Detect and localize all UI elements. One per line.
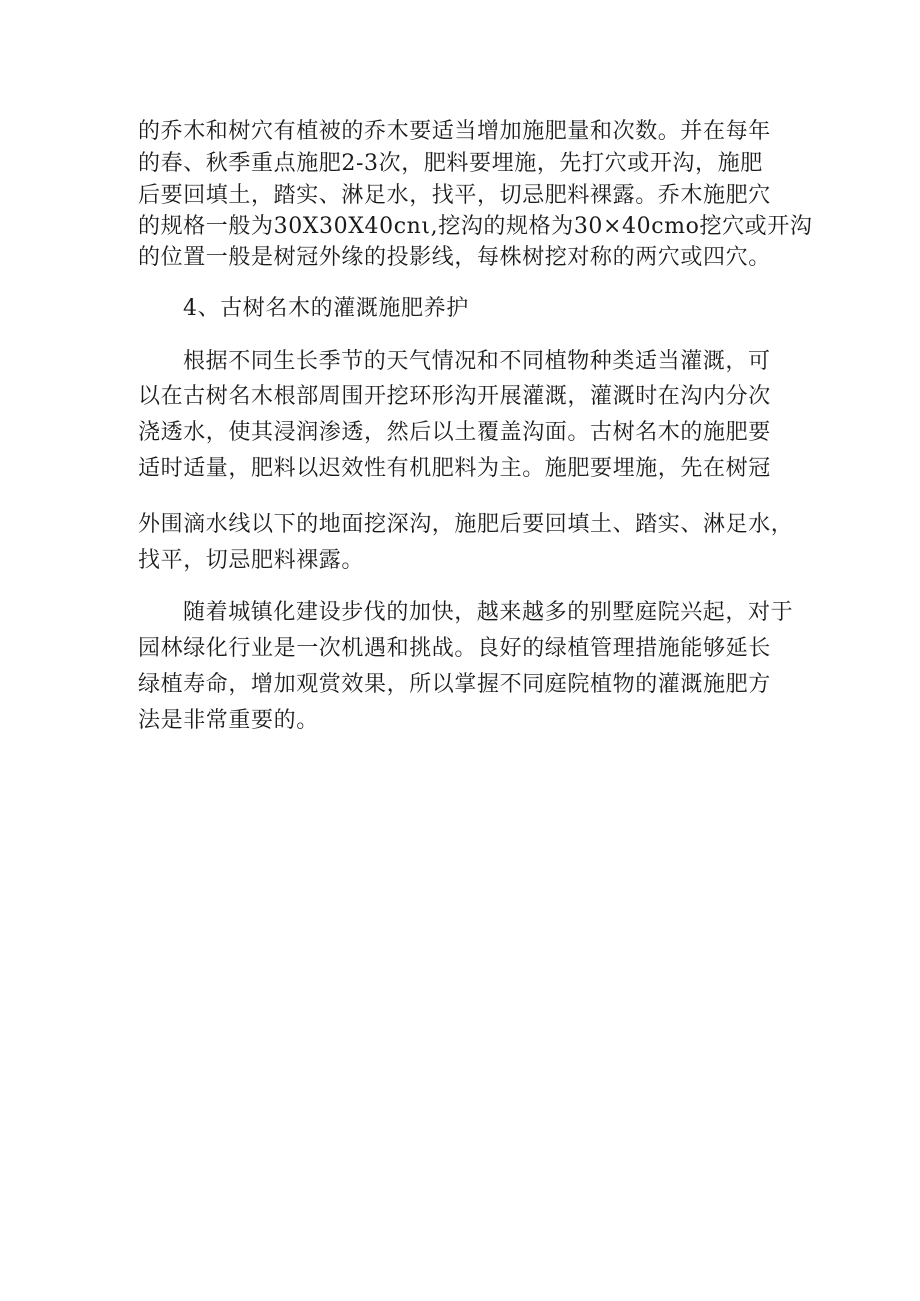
paragraph-line: 园林绿化行业是一次机遇和挑战。良好的绿植管理措施能够延长 bbox=[138, 636, 771, 661]
section-heading: 4、古树名木的灌溉施肥养护 bbox=[183, 296, 469, 321]
paragraph-line: 以在古树名木根部周围开挖环形沟开展灌溉，灌溉时在沟内分次 bbox=[138, 384, 771, 409]
paragraph-line: 后要回填土，踏实、淋足水，找平，切忌肥料裸露。乔木施肥穴 bbox=[138, 183, 771, 208]
paragraph-line: 根据不同生长季节的天气情况和不同植物种类适当灌溉，可 bbox=[183, 349, 771, 374]
paragraph-line: 找平，切忌肥料裸露。 bbox=[138, 548, 365, 573]
paragraph-line: 的乔木和树穴有植被的乔木要适当增加施肥量和次数。并在每年 bbox=[138, 119, 771, 144]
paragraph-line: 绿植寿命，增加观赏效果，所以掌握不同庭院植物的灌溉施肥方 bbox=[138, 672, 771, 697]
paragraph-line: 适时适量，肥料以迟效性有机肥料为主。施肥要埋施，先在树冠 bbox=[138, 456, 771, 481]
paragraph-line: 外围滴水线以下的地面挖深沟，施肥后要回填土、踏实、淋足水， bbox=[138, 512, 794, 537]
paragraph-line: 随着城镇化建设步伐的加快，越来越多的别墅庭院兴起，对于 bbox=[183, 600, 794, 625]
paragraph-line: 的春、秋季重点施肥2-3次，肥料要埋施，先打穴或开沟，施肥 bbox=[138, 151, 763, 176]
paragraph-line: 的位置一般是树冠外缘的投影线，每株树挖对称的两穴或四穴。 bbox=[138, 245, 771, 270]
paragraph-line: 浇透水，使其浸润渗透，然后以土覆盖沟面。古树名木的施肥要 bbox=[138, 420, 771, 445]
paragraph-line: 法是非常重要的。 bbox=[138, 708, 319, 733]
paragraph-line: 的规格一般为30X30X40cnι,挖沟的规格为30×40cmo挖穴或开沟 bbox=[138, 214, 813, 239]
